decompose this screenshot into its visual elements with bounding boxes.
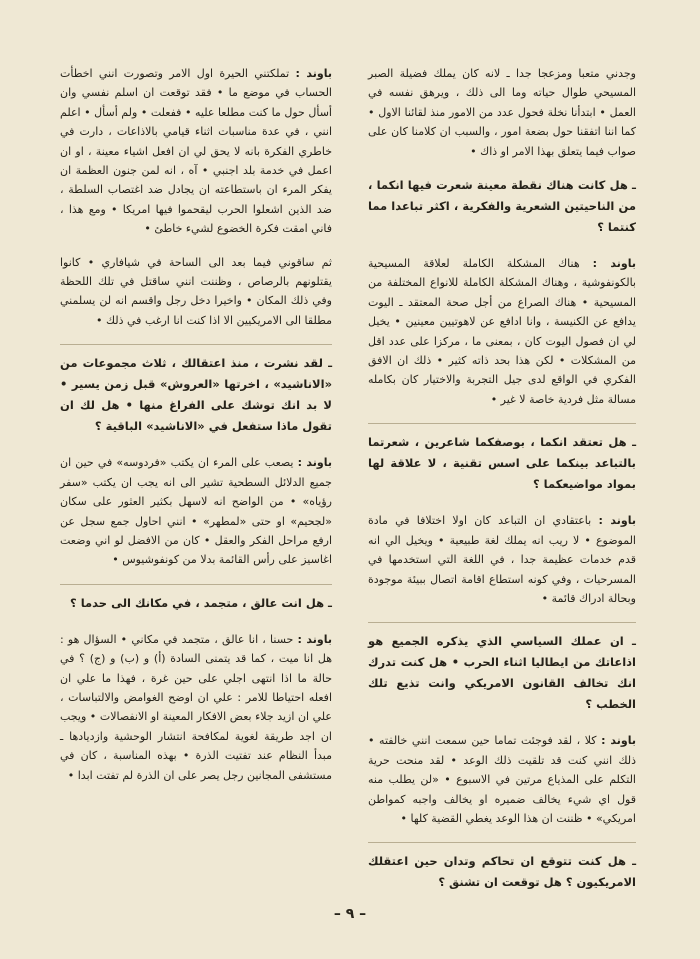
paragraph-text: يصعب على المرء ان يكتب «فردوسه» في حين ان جميع الدلائل السطحية تشير الى انه يجب ان يكتب «سفر رؤياه» • من الواضح انه لاسهل بكثير العثور على سكان «لجحيم» او حتى «لمطهر» • انني احاول جمع سجل عن ارفع مراحل الفكر والعقل • كان من الافضل لو اني وضعت اغاسيز على رأس القائمة بدلا من كونفوشيوس • bbox=[60, 456, 332, 567]
paragraph-text: باعتقادي ان التباعد كان اولا اختلافا في مادة الموضوع • لا ريب انه يملك لغة طبيعية • ويخيل الي انه قدم خدمات عظيمة جدا ، في اللغة التي استخدمها في المسرحيات ، وفي كونه استطاع اقامة اتصال ببيئة موجودة وبحالة ادراك قائمة • bbox=[368, 514, 636, 605]
left-column bbox=[60, 64, 332, 799]
speaker-label: باوند : bbox=[295, 67, 332, 80]
speaker-label: باوند : bbox=[297, 632, 333, 646]
paragraph-text: كلا ، لقد فوجئت تماما حين سمعت انني خالفته • ذلك انني كنت قد تلقيت ذلك الوعد • لقد منحت حرية التكلم على المذياع مرتين في الاسبوع • «لن يطلب منه قول اي شيء يخالف ضميره او يخالف واجبه كمواطن امريكي» • ظننت ان هذا الوعد يغطي القضية كلها • bbox=[368, 734, 636, 825]
speaker-label: باوند : bbox=[592, 257, 637, 271]
answer-paragraph bbox=[60, 630, 332, 785]
page-number: – ٩ – bbox=[333, 906, 367, 922]
interview-question: ـ ان عملك السياسي الذي يذكره الجميع هو اذاعاتك من ايطاليا اثناء الحرب • هل كنت تدرك انك تخالف القانون الامريكي وانت تذيع تلك الخطب ؟ bbox=[368, 622, 636, 715]
paragraph-text: ثم ساقوني فيما بعد الى الساحة في شيافاري • كانوا يقتلونهم بالرصاص ، وظننت انني ساقتل في تلك اللحظة وفي ذلك المكان • واخيرا دخل رجل واقسم انه لن يسلمني مطلقا الى الامريكيين الا اذا كنت انا ارغب في ذلك • bbox=[60, 255, 332, 327]
interview-question: ـ هل انت عالق ، متجمد ، في مكانك الى حدما ؟ bbox=[60, 584, 332, 614]
paragraph-text: حسنا ، انا عالق ، متجمد في مكاني • السؤال هو : هل انا ميت ، كما قد يتمنى السادة (أ) و (ب) و (ج) ؟ في حالة ما اذا انتهى اجلي على حين غرة ، فهذا ما علي ان افعله احتياطا للامر : علي ان اوضح الغوامض والالتباسات ، علي ان ازيد جلاء بعض الافكار المعينة او الانفصالات • ويجب ان اجد طريقة لغوية لمكافحة انتشار الوحشية وازديادها ـ مبدأ النظام عند تفتيت الذرة • بهذه المناسبة ، كان في مستشفى المجانين رجل يصر على ان الذرة لم تفتت ابدا • bbox=[60, 632, 332, 782]
answer-paragraph bbox=[368, 64, 636, 161]
answer-paragraph bbox=[368, 254, 636, 409]
paragraph-text: وجدني متعبا ومزعجا جدا ـ لانه كان يملك فضيلة الصبر المسيحي طوال حياته وما الى ذلك ، ويرهق نفسه في العمل • ابتدأنا نخلة فحول عدد من الامور منذ لقائنا الاول • كما اننا اتفقنا حول بضعة امور ، والسبب ان كلامنا كان على صواب فيما يتعلق بهذا الامر او ذاك • bbox=[368, 67, 636, 158]
interview-question: ـ هل كانت هناك نقطة معينة شعرت فيها انكما ، من الناحيتين الشعرية والفكرية ، اكثر تباعدا مما كنتما ؟ bbox=[368, 178, 636, 235]
speaker-label: باوند : bbox=[598, 514, 637, 528]
answer-paragraph bbox=[60, 453, 332, 569]
interview-question: ـ لقد نشرت ، منذ اعتقالك ، ثلاث مجموعات من «الاناشيد» ، اخرتها «العروش» قبل زمن يسير • لا بد انك توشك على الفراغ منها • هل لك ان تقول ماذا ستفعل في «الاناشيد» الباقية ؟ bbox=[60, 344, 332, 437]
interview-question: ـ هل تعتقد انكما ، بوصفكما شاعرين ، شعرتما بالتباعد بينكما على اسس تقنية ، لا علاقة لها بمواد مواضيعكما ؟ bbox=[368, 423, 636, 495]
paragraph-text: هناك المشكلة الكاملة لعلاقة المسيحية بالكونفوشية ، وهناك المشكلة الكاملة للانواع المختلفة من المسيحية • هناك الصراع من أجل صحة المعتقد ـ اليوت يدافع عن الكنيسة ، وانا ادافع عن لاهوتيين معينين • يخيل لي ان فصول اليوت كان ، بمعنى ما ، مركزا على عدد اقل من المشكلات • لكن هذا بحد ذاته كثير • ذلك ان الافق الفكري في الواقع لدى جيل التجربة والاختيار كان بكامله مسالة مثل فردية خاصة لا غير • bbox=[368, 257, 636, 406]
answer-paragraph bbox=[368, 731, 636, 828]
right-column bbox=[368, 64, 636, 909]
speaker-label: باوند : bbox=[601, 734, 637, 748]
interview-question: ـ هل كنت تتوقع ان تحاكم وتدان حين اعتقلك الامريكيون ؟ هل توقعت ان تشنق ؟ bbox=[368, 842, 636, 893]
answer-paragraph bbox=[60, 64, 332, 239]
answer-paragraph bbox=[60, 253, 332, 331]
paragraph-text: تملكتني الحيرة اول الامر وتصورت انني اخطأت الحساب في موضع ما • فقد توقعت ان اسلم نفسي وان أسأل حول ما كنت مطلعا عليه • ففعلت • ولم أسأل • اعلم انني ، في عدة مناسبات اثناء قيامي بالاذاعات ، دارت في خاطري الفكرة بانه لا يحق لي ان افعل اشياء معينة ، او ان اعمل في خدمة بلد اجنبي • آه ، انه لمن جنون العظمة ان يفكر المرء ان باستطاعته ان يجادل ضد اغتصاب السلطة ، ضد الذين اشعلوا الحرب ليقحموا فيها امريكا • ومع هذا ، فاني امقت فكرة الخضوع لشيء خاطئ • bbox=[60, 67, 332, 236]
answer-paragraph bbox=[368, 511, 636, 608]
speaker-label: باوند : bbox=[297, 456, 333, 470]
